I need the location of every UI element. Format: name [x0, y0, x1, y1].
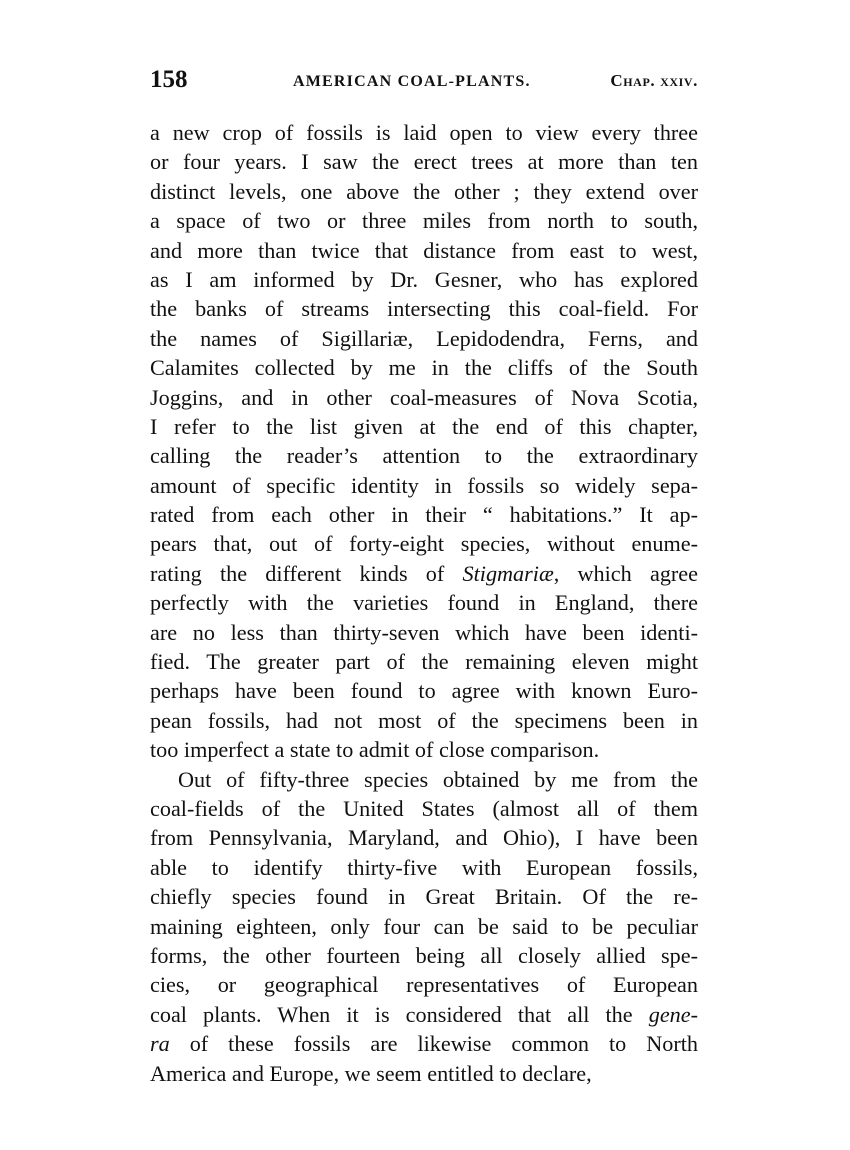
- text-line: [150, 324, 698, 353]
- text-line: [150, 735, 698, 764]
- text-line: [150, 147, 698, 176]
- text-line: [150, 294, 698, 323]
- text-run: coal-fields of the United States (almost all of them: [150, 795, 698, 821]
- italic-text: ra: [150, 1031, 170, 1057]
- text-run: the banks of streams intersecting this coal-field. For: [150, 296, 698, 322]
- text-run: cies, or geographical representatives of European: [150, 972, 698, 998]
- text-line: [150, 441, 698, 470]
- text-run: of these fossils are likewise common to North: [169, 1031, 698, 1057]
- text-line: [150, 265, 698, 294]
- text-line: [150, 118, 698, 147]
- text-run: amount of specific identity in fossils so widely sepa-: [150, 472, 698, 498]
- text-run: a new crop of fossils is laid open to view every three: [150, 120, 698, 145]
- text-line: [150, 471, 698, 500]
- text-run: calling the reader’s attention to the extraordinary: [150, 443, 698, 469]
- text-run: chiefly species found in Great Britain. Of the re-: [150, 884, 698, 910]
- text-line: [150, 177, 698, 206]
- text-line: [150, 383, 698, 412]
- text-line: [150, 236, 698, 265]
- text-run: or four years. I saw the erect trees at more than ten: [150, 149, 698, 175]
- text-line: [150, 353, 698, 382]
- text-run: maining eighteen, only four can be said to be peculiar: [150, 913, 698, 939]
- text-line: [150, 1029, 698, 1058]
- text-run: from Pennsylvania, Maryland, and Ohio), I have been: [150, 825, 698, 851]
- text-line: [150, 706, 698, 735]
- text-line: [150, 941, 698, 970]
- text-run: too imperfect a state to admit of close comparison.: [150, 737, 600, 763]
- chapter-reference: Chap. xxiv.: [610, 71, 698, 90]
- text-run: America and Europe, we seem entitled to declare,: [150, 1060, 592, 1086]
- text-line: [150, 647, 698, 676]
- text-run: , which agree: [553, 560, 698, 586]
- text-run: Joggins, and in other coal-measures of Nova Scotia,: [150, 384, 698, 410]
- running-title: AMERICAN COAL-PLANTS.: [293, 73, 531, 90]
- text-line: [150, 1059, 698, 1088]
- text-run: fied. The greater part of the remaining eleven might: [150, 649, 698, 675]
- text-line: [150, 206, 698, 235]
- text-line: [150, 970, 698, 999]
- text-run: perhaps have been found to agree with known Euro-: [150, 678, 698, 704]
- text-run: coal plants. When it is considered that all the: [150, 1001, 649, 1027]
- text-run: Calamites collected by me in the cliffs of the South: [150, 355, 698, 381]
- text-line: [150, 765, 698, 794]
- text-line: [150, 412, 698, 441]
- text-run: distinct levels, one above the other ; they extend over: [150, 178, 698, 204]
- text-line: [150, 559, 698, 588]
- text-run: able to identify thirty-five with European fossils,: [150, 854, 698, 880]
- text-run: forms, the other fourteen being all closely allied spe-: [150, 942, 698, 968]
- text-run: I refer to the list given at the end of this chapter,: [150, 413, 698, 439]
- text-run: perfectly with the varieties found in England, there: [150, 590, 698, 616]
- text-line: [150, 794, 698, 823]
- text-run: rating the different kinds of: [150, 560, 463, 586]
- text-line: [150, 912, 698, 941]
- text-run: and more than twice that distance from east to west,: [150, 237, 698, 263]
- body-text: [150, 118, 698, 1088]
- running-head: [150, 66, 698, 96]
- text-run: as I am informed by Dr. Gesner, who has explored: [150, 266, 698, 292]
- text-line: [150, 500, 698, 529]
- text-line: [150, 588, 698, 617]
- text-line: [150, 529, 698, 558]
- text-run: the names of Sigillariæ, Lepidodendra, Ferns, and: [150, 325, 698, 351]
- text-run: pears that, out of forty-eight species, without enume-: [150, 531, 698, 557]
- text-run: are no less than thirty-seven which have been identi-: [150, 619, 698, 645]
- text-line: [150, 853, 698, 882]
- text-line: [150, 823, 698, 852]
- italic-text: gene-: [648, 1001, 698, 1027]
- text-run: a space of two or three miles from north to south,: [150, 208, 698, 234]
- text-run: rated from each other in their “ habitations.” It ap-: [150, 502, 698, 528]
- text-run: Out of fifty-three species obtained by me from the: [178, 766, 698, 792]
- text-line: [150, 882, 698, 911]
- text-line: [150, 676, 698, 705]
- text-line: [150, 618, 698, 647]
- text-run: pean fossils, had not most of the specimens been in: [150, 707, 698, 733]
- page-number: 158: [150, 66, 188, 93]
- italic-text: Stigmariæ: [462, 560, 554, 586]
- text-line: [150, 1000, 698, 1029]
